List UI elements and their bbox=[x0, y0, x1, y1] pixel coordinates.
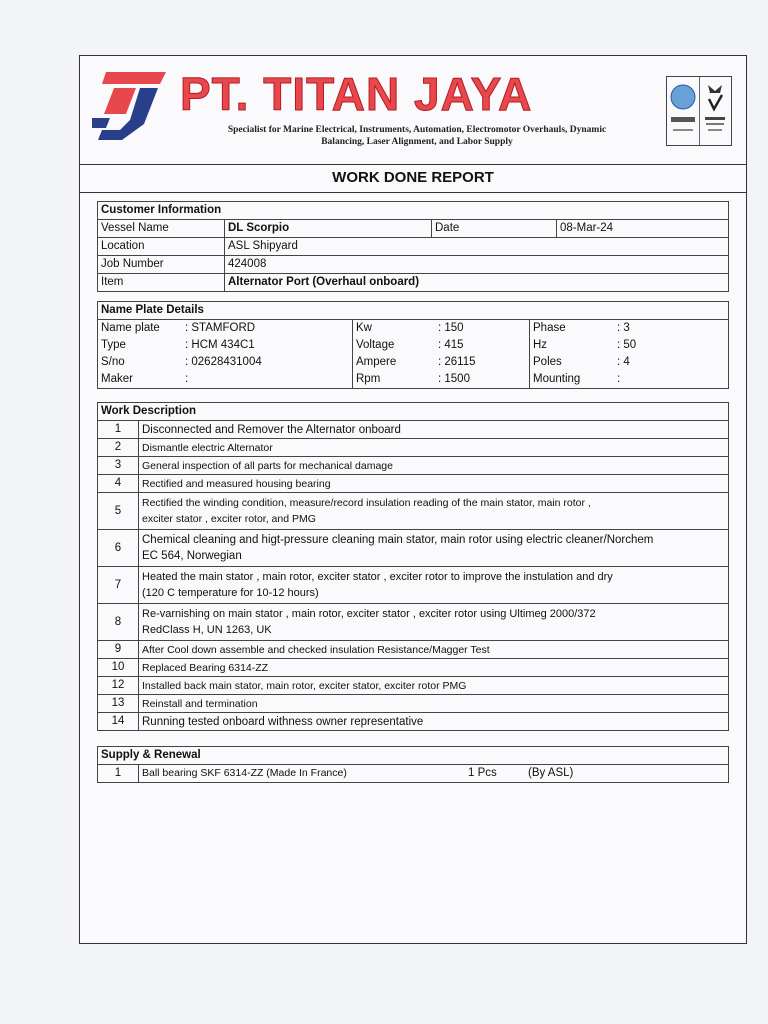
work-item-desc: General inspection of all parts for mechanical damage bbox=[139, 457, 729, 475]
np-label: Maker bbox=[98, 371, 183, 389]
supply-item-no: 1 bbox=[98, 765, 139, 783]
np-value: : 50 bbox=[614, 337, 729, 354]
table-row bbox=[98, 421, 729, 439]
table-row bbox=[98, 713, 729, 731]
work-item-no: 13 bbox=[98, 695, 139, 713]
np-label: Phase bbox=[530, 320, 615, 338]
np-label: Voltage bbox=[353, 337, 436, 354]
work-item-desc: Installed back main stator, main rotor, exciter stator, exciter rotor PMG bbox=[139, 677, 729, 695]
supply-item-by: (By ASL) bbox=[525, 765, 729, 783]
np-value: : bbox=[614, 371, 729, 389]
vessel-label: Vessel Name bbox=[98, 220, 225, 238]
np-label: Poles bbox=[530, 354, 615, 371]
work-item-no: 7 bbox=[98, 567, 139, 604]
job-number-value: 424008 bbox=[225, 256, 729, 274]
np-value: : HCM 434C1 bbox=[182, 337, 353, 354]
table-row bbox=[98, 677, 729, 695]
np-value: : 3 bbox=[614, 320, 729, 338]
np-value: : 26115 bbox=[435, 354, 530, 371]
work-item-no: 5 bbox=[98, 493, 139, 530]
job-number-label: Job Number bbox=[98, 256, 225, 274]
location-value: ASL Shipyard bbox=[225, 238, 729, 256]
table-row bbox=[98, 604, 729, 641]
np-label: Kw bbox=[353, 320, 436, 338]
date-label: Date bbox=[432, 220, 557, 238]
work-item-no: 8 bbox=[98, 604, 139, 641]
np-label: Hz bbox=[530, 337, 615, 354]
table-row bbox=[98, 641, 729, 659]
customer-info-table bbox=[97, 201, 729, 292]
work-item-desc-line1: Chemical cleaning and higt-pressure cleaning main stator, main rotor using electric cleaner/Norchem bbox=[142, 534, 654, 546]
work-item-desc: Dismantle electric Alternator bbox=[139, 439, 729, 457]
customer-section-title: Customer Information bbox=[98, 202, 729, 220]
work-item-no: 6 bbox=[98, 530, 139, 567]
work-item-desc-line2: (120 C temperature for 10-12 hours) bbox=[142, 587, 319, 599]
work-item-desc: Disconnected and Remover the Alternator onboard bbox=[139, 421, 729, 439]
tagline-line-1: Specialist for Marine Electrical, Instruments, Automation, Electromotor Overhauls, Dynamic bbox=[227, 125, 607, 135]
work-item-desc: Reinstall and termination bbox=[139, 695, 729, 713]
work-item-desc bbox=[139, 604, 729, 641]
work-item-desc-line1: Rectified the winding condition, measure/record insulation reading of the main stator, main rotor , bbox=[142, 497, 591, 509]
ukas-cert-icon bbox=[700, 77, 731, 145]
work-item-desc: Replaced Bearing 6314-ZZ bbox=[139, 659, 729, 677]
company-tagline bbox=[184, 124, 650, 148]
item-value: Alternator Port (Overhaul onboard) bbox=[225, 274, 729, 292]
np-value: : 4 bbox=[614, 354, 729, 371]
report-title: WORK DONE REPORT bbox=[80, 164, 746, 193]
work-description-table bbox=[97, 402, 729, 731]
work-section-title: Work Description bbox=[98, 403, 729, 421]
work-item-desc-line2: RedClass H, UN 1263, UK bbox=[142, 624, 272, 636]
work-item-desc: After Cool down assemble and checked insulation Resistance/Magger Test bbox=[139, 641, 729, 659]
vessel-value: DL Scorpio bbox=[225, 220, 432, 238]
work-item-no: 3 bbox=[98, 457, 139, 475]
date-value: 08-Mar-24 bbox=[557, 220, 729, 238]
np-value: : 1500 bbox=[435, 371, 530, 389]
np-label: Type bbox=[98, 337, 183, 354]
work-item-desc bbox=[139, 567, 729, 604]
table-row bbox=[98, 530, 729, 567]
work-item-no: 2 bbox=[98, 439, 139, 457]
work-item-desc: Running tested onboard withness owner representative bbox=[139, 713, 729, 731]
certification-badges bbox=[666, 76, 732, 146]
table-row bbox=[98, 567, 729, 604]
supply-renewal-table bbox=[97, 746, 729, 783]
iso-cert-icon bbox=[667, 77, 700, 145]
work-item-no: 14 bbox=[98, 713, 139, 731]
work-item-desc-line1: Heated the main stator , main rotor, exciter stator , exciter rotor to improve the instulation and dry bbox=[142, 571, 613, 583]
work-item-no: 10 bbox=[98, 659, 139, 677]
supply-item-desc: Ball bearing SKF 6314-ZZ (Made In France) bbox=[139, 765, 466, 783]
supply-item-qty: 1 Pcs bbox=[465, 765, 525, 783]
table-row bbox=[98, 493, 729, 530]
np-value: : bbox=[182, 371, 353, 389]
location-label: Location bbox=[98, 238, 225, 256]
report-frame bbox=[79, 55, 747, 944]
table-row bbox=[98, 659, 729, 677]
nameplate-table bbox=[97, 301, 729, 389]
np-label: Name plate bbox=[98, 320, 183, 338]
work-item-desc-line2: exciter stator , exciter rotor, and PMG bbox=[142, 513, 316, 525]
np-value: : 02628431004 bbox=[182, 354, 353, 371]
work-item-no: 9 bbox=[98, 641, 139, 659]
work-item-no: 1 bbox=[98, 421, 139, 439]
np-label: Rpm bbox=[353, 371, 436, 389]
work-item-desc bbox=[139, 493, 729, 530]
np-value: : 150 bbox=[435, 320, 530, 338]
table-row bbox=[98, 695, 729, 713]
work-item-desc: Rectified and measured housing bearing bbox=[139, 475, 729, 493]
work-item-desc-line2: EC 564, Norwegian bbox=[142, 550, 242, 562]
letterhead bbox=[80, 56, 746, 165]
np-value: : 415 bbox=[435, 337, 530, 354]
work-item-no: 4 bbox=[98, 475, 139, 493]
np-label: Mounting bbox=[530, 371, 615, 389]
table-row bbox=[98, 475, 729, 493]
table-row bbox=[98, 439, 729, 457]
work-item-desc bbox=[139, 530, 729, 567]
work-item-no: 12 bbox=[98, 677, 139, 695]
supply-section-title: Supply & Renewal bbox=[98, 747, 729, 765]
np-label: Ampere bbox=[353, 354, 436, 371]
company-logo bbox=[92, 70, 168, 144]
nameplate-section-title: Name Plate Details bbox=[98, 302, 729, 320]
item-label: Item bbox=[98, 274, 225, 292]
work-item-desc-line1: Re-varnishing on main stator , main rotor, exciter stator , exciter rotor using Ultimeg 2000/372 bbox=[142, 608, 596, 620]
table-row bbox=[98, 765, 729, 783]
tagline-line-2: Balancing, Laser Alignment, and Labor Supply bbox=[321, 137, 513, 147]
np-value: : STAMFORD bbox=[182, 320, 353, 338]
company-name: PT. TITAN JAYA bbox=[180, 68, 533, 120]
table-row bbox=[98, 457, 729, 475]
np-label: S/no bbox=[98, 354, 183, 371]
